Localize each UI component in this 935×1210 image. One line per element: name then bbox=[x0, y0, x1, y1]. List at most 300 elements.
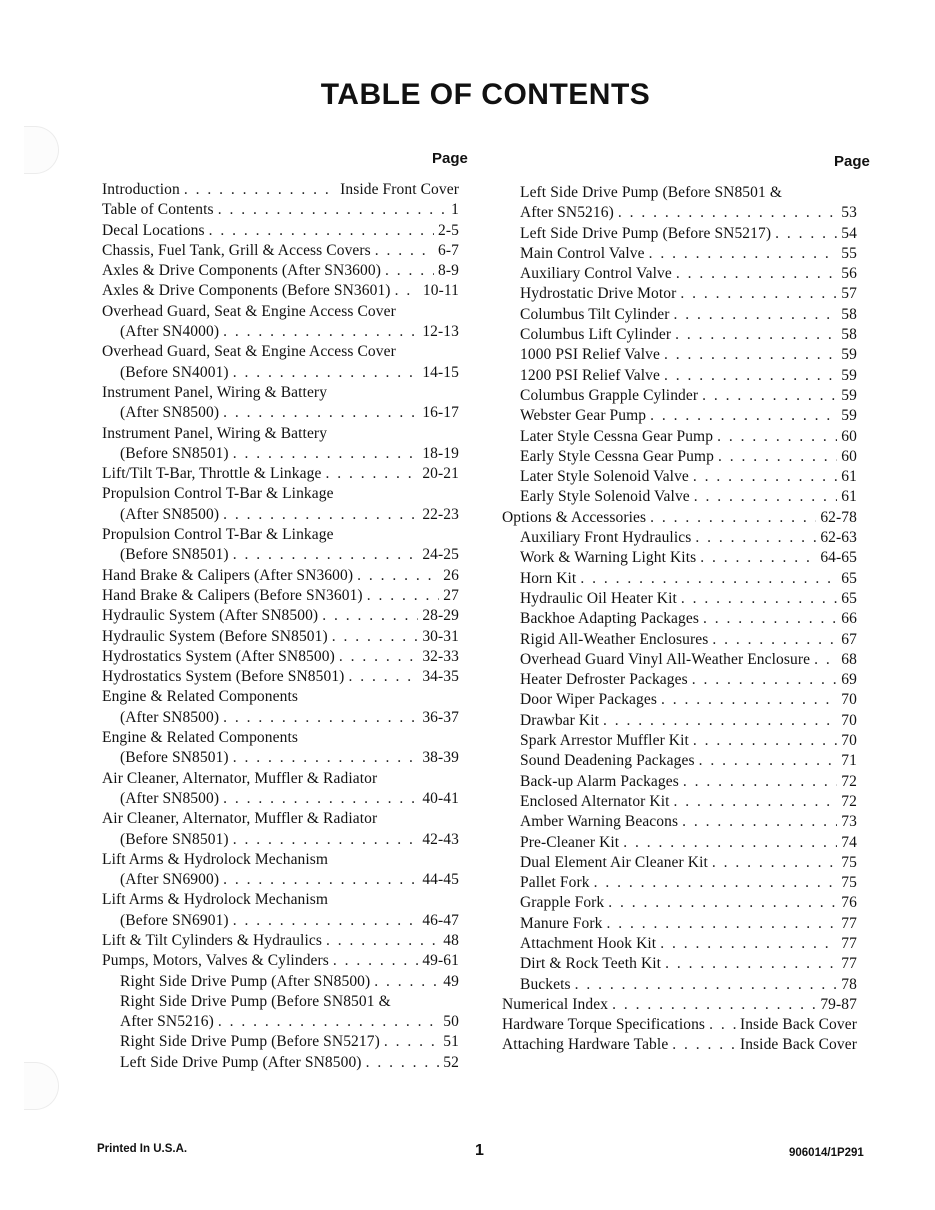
toc-entry bbox=[502, 203, 857, 223]
toc-entry-page: 77 bbox=[841, 914, 857, 932]
toc-entry-label: After SN5216) bbox=[120, 1013, 214, 1031]
toc-entry-page: 12-13 bbox=[422, 323, 459, 341]
page-title: TABLE OF CONTENTS bbox=[320, 78, 651, 111]
dot-leader bbox=[664, 366, 837, 386]
toc-entry-label: Table of Contents bbox=[102, 201, 214, 219]
toc-entry-label: (Before SN8501) bbox=[120, 546, 229, 564]
toc-entry-label: Backhoe Adapting Packages bbox=[520, 610, 699, 628]
dot-leader bbox=[332, 627, 419, 647]
toc-entry-label: (After SN6900) bbox=[120, 871, 220, 889]
toc-entry-label: Lift Arms & Hydrolock Mechanism bbox=[102, 850, 329, 868]
toc-entry-page: 6-7 bbox=[438, 241, 459, 259]
dot-leader bbox=[623, 833, 837, 853]
toc-entry-label: 1000 PSI Relief Valve bbox=[520, 346, 661, 364]
toc-left-column bbox=[102, 180, 459, 1073]
toc-entry bbox=[102, 627, 459, 647]
dot-leader bbox=[209, 221, 434, 241]
dot-leader bbox=[357, 566, 439, 586]
toc-entry-label: Chassis, Fuel Tank, Grill & Access Covers bbox=[102, 241, 371, 259]
dot-leader bbox=[333, 951, 418, 971]
toc-entry-label: Horn Kit bbox=[520, 569, 577, 587]
toc-entry-page: 50 bbox=[443, 1013, 459, 1031]
toc-entry-page: 36-37 bbox=[422, 708, 459, 726]
toc-entry-label: Columbus Grapple Cylinder bbox=[520, 386, 699, 404]
toc-entry-label: Heater Defroster Packages bbox=[520, 671, 688, 689]
toc-entry bbox=[502, 1015, 857, 1035]
toc-entry bbox=[102, 545, 459, 565]
dot-leader bbox=[218, 1012, 439, 1032]
dot-leader bbox=[374, 972, 439, 992]
toc-entry-page: 68 bbox=[841, 650, 857, 668]
toc-entry bbox=[502, 183, 857, 203]
toc-entry-page: 28-29 bbox=[422, 607, 459, 625]
toc-entry-page: 59 bbox=[841, 366, 857, 384]
toc-entry-page: 53 bbox=[841, 204, 857, 222]
toc-entry-label: (Before SN4001) bbox=[120, 363, 229, 381]
toc-entry bbox=[502, 670, 857, 690]
toc-entry bbox=[102, 748, 459, 768]
toc-entry-page: 64-65 bbox=[820, 549, 857, 567]
toc-entry bbox=[102, 566, 459, 586]
toc-entry bbox=[502, 224, 857, 244]
toc-entry bbox=[502, 508, 857, 528]
toc-entry-page: 54 bbox=[841, 224, 857, 242]
toc-entry bbox=[502, 934, 857, 954]
dot-leader bbox=[692, 670, 838, 690]
dot-leader bbox=[594, 873, 838, 893]
toc-entry-label: (After SN8500) bbox=[120, 505, 220, 523]
toc-entry-page: 77 bbox=[841, 955, 857, 973]
dot-leader bbox=[223, 789, 418, 809]
toc-entry-label: Columbus Lift Cylinder bbox=[520, 326, 672, 344]
toc-entry-page: 65 bbox=[841, 569, 857, 587]
toc-entry-label: Rigid All-Weather Enclosures bbox=[520, 630, 709, 648]
toc-entry-page: 32-33 bbox=[422, 647, 459, 665]
toc-entry-label: Lift & Tilt Cylinders & Hydraulics bbox=[102, 931, 322, 949]
dot-leader bbox=[712, 630, 837, 650]
toc-entry-label: (Before SN8501) bbox=[120, 830, 229, 848]
dot-leader bbox=[223, 505, 418, 525]
toc-entry bbox=[102, 586, 459, 606]
toc-entry-page: 1 bbox=[451, 201, 459, 219]
toc-entry bbox=[102, 322, 459, 342]
footer-doc-number: 906014/1P291 bbox=[789, 1147, 864, 1159]
toc-entry-label: Right Side Drive Pump (Before SN8501 & bbox=[120, 992, 391, 1010]
dot-leader bbox=[608, 893, 837, 913]
toc-entry bbox=[102, 1053, 459, 1073]
dot-leader bbox=[612, 995, 816, 1015]
toc-entry bbox=[502, 731, 857, 751]
toc-entry bbox=[102, 403, 459, 423]
toc-entry bbox=[502, 893, 857, 913]
toc-entry-page: 22-23 bbox=[422, 505, 459, 523]
dot-leader bbox=[717, 427, 837, 447]
toc-entry-label: Columbus Tilt Cylinder bbox=[520, 305, 670, 323]
dot-leader bbox=[814, 650, 837, 670]
dot-leader bbox=[699, 751, 838, 771]
toc-entry bbox=[102, 383, 459, 403]
dot-leader bbox=[606, 914, 837, 934]
dot-leader bbox=[395, 281, 419, 301]
footer-printed-in: Printed In U.S.A. bbox=[97, 1143, 188, 1155]
toc-entry-label: Door Wiper Packages bbox=[520, 691, 658, 709]
toc-entry bbox=[502, 751, 857, 771]
toc-entry bbox=[502, 873, 857, 893]
toc-entry-label: Later Style Cessna Gear Pump bbox=[520, 427, 714, 445]
footer-page-number: 1 bbox=[475, 1142, 484, 1159]
dot-leader bbox=[672, 1035, 736, 1055]
toc-entry-label: Hand Brake & Calipers (Before SN3601) bbox=[102, 586, 363, 604]
toc-entry bbox=[502, 528, 857, 548]
toc-entry bbox=[102, 180, 459, 200]
toc-entry bbox=[102, 484, 459, 504]
toc-entry bbox=[102, 444, 459, 464]
toc-entry bbox=[102, 951, 459, 971]
toc-entry bbox=[502, 548, 857, 568]
dot-leader bbox=[664, 345, 837, 365]
toc-entry bbox=[102, 992, 459, 1012]
toc-entry-page: 51 bbox=[443, 1033, 459, 1051]
toc-entry-label: Instrument Panel, Wiring & Battery bbox=[102, 424, 328, 442]
toc-entry-label: Spark Arrestor Muffler Kit bbox=[520, 732, 689, 750]
toc-entry bbox=[102, 890, 459, 910]
toc-entry-label: (After SN8500) bbox=[120, 789, 220, 807]
toc-entry bbox=[102, 708, 459, 728]
toc-entry-page: 72 bbox=[841, 792, 857, 810]
dot-leader bbox=[712, 853, 837, 873]
toc-entry-page: Inside Back Cover bbox=[739, 1016, 857, 1034]
toc-right-column bbox=[502, 183, 857, 1056]
toc-entry-page: 70 bbox=[841, 732, 857, 750]
toc-entry bbox=[102, 647, 459, 667]
toc-entry bbox=[102, 667, 459, 687]
toc-entry-page: 71 bbox=[841, 752, 857, 770]
toc-entry-label: Early Style Solenoid Valve bbox=[520, 488, 690, 506]
toc-entry bbox=[102, 200, 459, 220]
toc-entry-label: Attachment Hook Kit bbox=[520, 934, 657, 952]
toc-entry-label: Pallet Fork bbox=[520, 874, 590, 892]
toc-entry bbox=[102, 261, 459, 281]
toc-entry-label: Axles & Drive Components (Before SN3601) bbox=[102, 282, 391, 300]
dot-leader bbox=[184, 180, 336, 200]
toc-entry bbox=[102, 809, 459, 829]
toc-entry bbox=[102, 424, 459, 444]
dot-leader bbox=[580, 569, 837, 589]
toc-entry-label: Propulsion Control T-Bar & Linkage bbox=[102, 526, 334, 544]
toc-entry bbox=[502, 345, 857, 365]
toc-entry-page: 10-11 bbox=[422, 282, 459, 300]
toc-entry-page: 75 bbox=[841, 853, 857, 871]
toc-entry bbox=[502, 366, 857, 386]
dot-leader bbox=[233, 363, 419, 383]
toc-entry-page: 52 bbox=[443, 1053, 459, 1071]
toc-entry-page: 69 bbox=[841, 671, 857, 689]
dot-leader bbox=[680, 284, 837, 304]
toc-entry bbox=[502, 386, 857, 406]
toc-entry bbox=[102, 850, 459, 870]
dot-leader bbox=[695, 528, 816, 548]
toc-entry-label: Hydraulic System (Before SN8501) bbox=[102, 627, 328, 645]
punch-hole-bottom bbox=[24, 1062, 59, 1110]
toc-entry-label: Overhead Guard, Seat & Engine Access Cover bbox=[102, 343, 396, 361]
dot-leader bbox=[675, 325, 837, 345]
toc-entry-page: 27 bbox=[443, 586, 459, 604]
toc-entry bbox=[102, 302, 459, 322]
toc-entry-label: Grapple Fork bbox=[520, 894, 605, 912]
dot-leader bbox=[775, 224, 837, 244]
toc-entry-label: Decal Locations bbox=[102, 221, 205, 239]
toc-entry-label: (After SN8500) bbox=[120, 404, 220, 422]
toc-entry-label: Introduction bbox=[102, 181, 180, 198]
dot-leader bbox=[703, 609, 837, 629]
toc-entry bbox=[102, 769, 459, 789]
toc-entry-label: Drawbar Kit bbox=[520, 711, 600, 729]
toc-entry bbox=[102, 870, 459, 890]
toc-entry-page: 46-47 bbox=[422, 911, 459, 929]
dot-leader bbox=[683, 772, 837, 792]
dot-leader bbox=[649, 244, 838, 264]
toc-entry-page: 70 bbox=[841, 691, 857, 709]
toc-entry-label: Right Side Drive Pump (After SN8500) bbox=[120, 972, 371, 990]
dot-leader bbox=[233, 911, 419, 931]
toc-entry-label: Hydrostatics System (After SN8500) bbox=[102, 647, 335, 665]
toc-entry-page: 58 bbox=[841, 326, 857, 344]
toc-entry-label: Hydraulic System (After SN8500) bbox=[102, 607, 319, 625]
dot-leader bbox=[665, 954, 837, 974]
toc-entry bbox=[502, 589, 857, 609]
toc-entry-page: 62-63 bbox=[820, 529, 857, 547]
toc-entry bbox=[502, 690, 857, 710]
toc-entry bbox=[502, 427, 857, 447]
toc-entry bbox=[502, 630, 857, 650]
toc-entry-label: Overhead Guard Vinyl All-Weather Enclosure bbox=[520, 650, 811, 668]
toc-entry bbox=[102, 1032, 459, 1052]
dot-leader bbox=[661, 690, 837, 710]
toc-entry-page: 61 bbox=[841, 488, 857, 506]
dot-leader bbox=[676, 264, 837, 284]
toc-entry bbox=[102, 972, 459, 992]
dot-leader bbox=[223, 403, 418, 423]
toc-entry bbox=[502, 812, 857, 832]
dot-leader bbox=[603, 711, 837, 731]
toc-entry-label: Sound Deadening Packages bbox=[520, 752, 695, 770]
dot-leader bbox=[233, 748, 419, 768]
toc-entry bbox=[102, 789, 459, 809]
dot-leader bbox=[223, 708, 418, 728]
toc-entry bbox=[102, 342, 459, 362]
toc-entry-label: Work & Warning Light Kits bbox=[520, 549, 697, 567]
toc-entry bbox=[102, 464, 459, 484]
toc-entry bbox=[502, 569, 857, 589]
toc-entry-page: 72 bbox=[841, 772, 857, 790]
toc-entry bbox=[102, 687, 459, 707]
toc-entry-label: Options & Accessories bbox=[502, 508, 647, 526]
dot-leader bbox=[702, 386, 837, 406]
toc-entry bbox=[502, 711, 857, 731]
toc-entry-label: Manure Fork bbox=[520, 914, 603, 932]
dot-leader bbox=[681, 589, 837, 609]
toc-entry-label: Enclosed Alternator Kit bbox=[520, 792, 670, 810]
toc-entry-label: Hand Brake & Calipers (After SN3600) bbox=[102, 566, 354, 584]
toc-entry-page: 44-45 bbox=[422, 871, 459, 889]
toc-entry bbox=[502, 954, 857, 974]
toc-entry bbox=[502, 1035, 857, 1055]
dot-leader bbox=[700, 548, 816, 568]
toc-entry-label: Lift Arms & Hydrolock Mechanism bbox=[102, 891, 329, 909]
toc-entry-label: Overhead Guard, Seat & Engine Access Cover bbox=[102, 302, 396, 320]
toc-entry-label: (Before SN6901) bbox=[120, 911, 229, 929]
toc-entry bbox=[502, 833, 857, 853]
toc-entry-page: 76 bbox=[841, 894, 857, 912]
toc-entry-page: 61 bbox=[841, 468, 857, 486]
toc-entry-page: 20-21 bbox=[422, 465, 459, 483]
toc-entry-page: 60 bbox=[841, 427, 857, 445]
dot-leader bbox=[223, 322, 418, 342]
toc-entry-page: 75 bbox=[841, 874, 857, 892]
toc-entry-page: 78 bbox=[841, 975, 857, 993]
dot-leader bbox=[660, 934, 837, 954]
toc-entry bbox=[502, 650, 857, 670]
dot-leader bbox=[367, 586, 440, 606]
dot-leader bbox=[322, 606, 418, 626]
toc-entry bbox=[502, 914, 857, 934]
toc-entry-page: 26 bbox=[443, 566, 459, 584]
dot-leader bbox=[233, 545, 419, 565]
toc-entry-page: 59 bbox=[841, 407, 857, 425]
dot-leader bbox=[348, 667, 418, 687]
toc-entry-label: Early Style Cessna Gear Pump bbox=[520, 447, 714, 465]
toc-entry bbox=[502, 975, 857, 995]
toc-entry bbox=[102, 728, 459, 748]
toc-entry-label: Hydrostatic Drive Motor bbox=[520, 285, 677, 303]
toc-entry-page: 49-61 bbox=[422, 952, 459, 970]
toc-entry-page: 14-15 bbox=[422, 363, 459, 381]
dot-leader bbox=[693, 731, 837, 751]
toc-entry-page: 79-87 bbox=[820, 995, 857, 1013]
toc-entry bbox=[502, 325, 857, 345]
toc-entry-page: 77 bbox=[841, 934, 857, 952]
toc-entry-page: 2-5 bbox=[438, 221, 459, 239]
toc-entry-page: 65 bbox=[841, 589, 857, 607]
toc-entry-page: 49 bbox=[443, 972, 459, 990]
toc-entry bbox=[102, 606, 459, 626]
page-heading-left: Page bbox=[432, 150, 468, 167]
toc-entry-label: Amber Warning Beacons bbox=[520, 813, 679, 831]
toc-entry-label: Auxiliary Control Valve bbox=[520, 265, 672, 283]
toc-entry bbox=[502, 772, 857, 792]
toc-entry-label: Numerical Index bbox=[502, 995, 609, 1013]
toc-entry-page: 8-9 bbox=[438, 262, 459, 280]
toc-entry-label: Propulsion Control T-Bar & Linkage bbox=[102, 485, 334, 503]
toc-entry bbox=[502, 792, 857, 812]
dot-leader bbox=[682, 812, 837, 832]
toc-entry-page: 74 bbox=[841, 833, 857, 851]
toc-entry bbox=[102, 241, 459, 261]
toc-entry-label: After SN5216) bbox=[520, 204, 614, 222]
toc-entry-label: Later Style Solenoid Valve bbox=[520, 468, 689, 486]
toc-entry-page: 67 bbox=[841, 630, 857, 648]
toc-entry-page: 42-43 bbox=[422, 830, 459, 848]
toc-entry-page: 16-17 bbox=[422, 404, 459, 422]
toc-entry-label: Engine & Related Components bbox=[102, 729, 298, 747]
dot-leader bbox=[618, 203, 837, 223]
toc-entry-page: Inside Back Cover bbox=[739, 1036, 857, 1054]
toc-entry-page: 56 bbox=[841, 265, 857, 283]
toc-entry-label: Hydraulic Oil Heater Kit bbox=[520, 589, 677, 607]
toc-entry-page: 66 bbox=[841, 610, 857, 628]
dot-leader bbox=[650, 406, 837, 426]
toc-entry bbox=[502, 995, 857, 1015]
toc-entry-label: Left Side Drive Pump (Before SN8501 & bbox=[520, 184, 782, 201]
toc-entry-page: 30-31 bbox=[422, 627, 459, 645]
toc-entry-label: (Before SN8501) bbox=[120, 749, 229, 767]
toc-entry bbox=[502, 264, 857, 284]
dot-leader bbox=[233, 444, 419, 464]
page-heading-right: Page bbox=[834, 153, 870, 170]
toc-entry bbox=[102, 363, 459, 383]
toc-entry bbox=[502, 487, 857, 507]
toc-entry-label: Engine & Related Components bbox=[102, 688, 298, 706]
dot-leader bbox=[326, 931, 439, 951]
toc-entry-label: Hydrostatics System (Before SN8501) bbox=[102, 668, 345, 686]
toc-entry-page: 62-78 bbox=[820, 508, 857, 526]
toc-entry-page: 18-19 bbox=[422, 444, 459, 462]
toc-entry-label: Left Side Drive Pump (After SN8500) bbox=[120, 1053, 362, 1071]
toc-entry bbox=[502, 609, 857, 629]
toc-entry-label: Right Side Drive Pump (Before SN5217) bbox=[120, 1033, 380, 1051]
dot-leader bbox=[674, 305, 838, 325]
toc-entry-label: 1200 PSI Relief Valve bbox=[520, 366, 661, 384]
toc-entry bbox=[102, 830, 459, 850]
punch-hole-top bbox=[24, 126, 59, 174]
dot-leader bbox=[375, 241, 434, 261]
toc-entry-page: 48 bbox=[443, 931, 459, 949]
toc-entry bbox=[102, 1012, 459, 1032]
dot-leader bbox=[694, 487, 838, 507]
toc-entry-label: Pumps, Motors, Valves & Cylinders bbox=[102, 952, 329, 970]
toc-entry bbox=[102, 525, 459, 545]
toc-entry bbox=[502, 467, 857, 487]
toc-entry bbox=[102, 221, 459, 241]
toc-entry-label: Axles & Drive Components (After SN3600) bbox=[102, 262, 381, 280]
dot-leader bbox=[366, 1053, 440, 1073]
toc-entry-label: Dirt & Rock Teeth Kit bbox=[520, 955, 662, 973]
toc-entry-page: 70 bbox=[841, 711, 857, 729]
toc-entry-label: Back-up Alarm Packages bbox=[520, 772, 679, 790]
toc-entry bbox=[502, 406, 857, 426]
toc-entry-label: (After SN8500) bbox=[120, 708, 220, 726]
toc-entry-label: Webster Gear Pump bbox=[520, 407, 647, 425]
toc-entry bbox=[102, 281, 459, 301]
dot-leader bbox=[693, 467, 837, 487]
toc-entry-page: 73 bbox=[841, 813, 857, 831]
toc-entry-page: 59 bbox=[841, 346, 857, 364]
toc-entry-label: Main Control Valve bbox=[520, 244, 645, 262]
toc-entry-label: Dual Element Air Cleaner Kit bbox=[520, 853, 708, 871]
toc-entry-page: 60 bbox=[841, 447, 857, 465]
toc-entry-label: Lift/Tilt T-Bar, Throttle & Linkage bbox=[102, 465, 322, 483]
toc-entry-page: 24-25 bbox=[422, 546, 459, 564]
toc-entry-page: 38-39 bbox=[422, 749, 459, 767]
toc-entry-label: Air Cleaner, Alternator, Muffler & Radiator bbox=[102, 810, 378, 828]
toc-entry-label: (After SN4000) bbox=[120, 323, 220, 341]
dot-leader bbox=[718, 447, 837, 467]
dot-leader bbox=[339, 647, 418, 667]
dot-leader bbox=[709, 1015, 736, 1035]
toc-entry bbox=[102, 505, 459, 525]
dot-leader bbox=[218, 200, 447, 220]
toc-entry bbox=[102, 911, 459, 931]
